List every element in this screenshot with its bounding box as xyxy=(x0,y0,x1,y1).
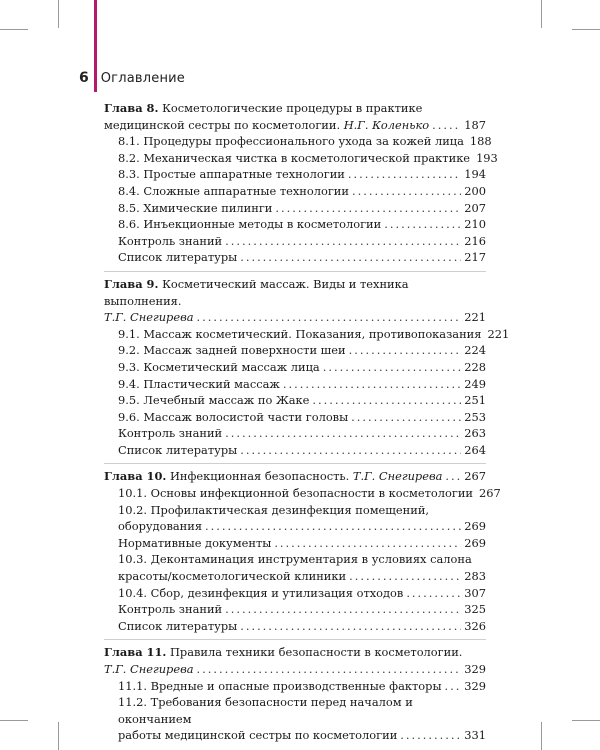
dot-leader xyxy=(349,568,461,585)
dot-leader xyxy=(349,342,462,359)
chapter-title-line: Инфекционная безопасность. xyxy=(169,469,350,484)
chapter-title xyxy=(104,100,486,117)
page-ref: 188 xyxy=(469,134,492,149)
toc-entry[interactable] xyxy=(104,392,486,409)
page-ref: 331 xyxy=(464,728,486,743)
page-ref: 194 xyxy=(464,167,486,182)
dot-leader xyxy=(240,618,461,635)
entry-text: 9.2. Массаж задней поверхности шеи xyxy=(118,343,346,358)
page-ref: 200 xyxy=(464,183,486,198)
page-ref: 269 xyxy=(464,519,486,534)
chapter-author: Т.Г. Снегирева xyxy=(104,310,194,325)
toc-entry[interactable] xyxy=(104,585,486,602)
crop-mark xyxy=(541,0,542,28)
chapter-title xyxy=(104,276,486,309)
toc-entry[interactable] xyxy=(104,183,486,200)
page-ref: 326 xyxy=(464,618,486,633)
entry-text: 9.4. Пластический массаж xyxy=(118,376,280,391)
page-ref: 228 xyxy=(464,359,486,374)
dot-leader xyxy=(274,535,461,552)
dot-leader xyxy=(225,601,461,618)
entry-text: 9.6. Массаж волосистой части головы xyxy=(118,409,349,424)
page-ref: 216 xyxy=(464,233,486,248)
toc-entry-line: 11.2. Требования безопасности перед началом и окончанием xyxy=(118,695,413,726)
toc-entry[interactable] xyxy=(104,425,486,442)
toc-entry[interactable] xyxy=(104,249,486,266)
toc-entry[interactable] xyxy=(104,409,486,426)
page-ref: 264 xyxy=(464,442,486,457)
entry-text: Нормативные документы xyxy=(118,535,272,550)
chapter-author: Т.Г. Снегирева xyxy=(104,662,194,676)
entry-text: 10.1. Основы инфекционной безопасности в косметологии xyxy=(118,486,474,501)
page-ref: 283 xyxy=(464,569,486,584)
toc-entry[interactable] xyxy=(104,568,486,585)
chapter-label: Глава 8. xyxy=(104,101,159,115)
toc-entry[interactable] xyxy=(104,326,510,343)
entry-text: работы медицинской сестры по косметологии xyxy=(118,728,398,743)
page-number: 6 xyxy=(79,70,89,86)
entry-text: Список литературы xyxy=(118,618,238,633)
table-of-contents xyxy=(104,100,510,744)
entry-text: 11.1. Вредные и опасные производственные факторы xyxy=(118,678,442,693)
toc-entry[interactable] xyxy=(104,518,486,535)
entry-text: красоты/косметологической клиники xyxy=(118,569,347,584)
dot-leader xyxy=(400,727,461,744)
entry-text: Список литературы xyxy=(118,442,238,457)
entry-text: Контроль знаний xyxy=(118,426,223,441)
dot-leader xyxy=(348,166,461,183)
entry-text: 9.5. Лечебный массаж по Жаке xyxy=(118,393,310,408)
page-ref: 221 xyxy=(487,326,510,341)
page-ref: 193 xyxy=(476,150,498,165)
entry-text: Контроль знаний xyxy=(118,233,223,248)
entry-text: Список литературы xyxy=(118,250,238,265)
entry-text: 10.4. Сбор, дезинфекция и утилизация отходов xyxy=(118,585,404,600)
chapter-title-row[interactable] xyxy=(104,117,486,134)
header-title: Оглавление xyxy=(100,71,186,86)
toc-entry[interactable] xyxy=(104,150,498,167)
toc-entry-line: 10.3. Деконтаминация инструментария в условиях салона xyxy=(118,552,472,567)
chapter-author: Т.Г. Снегирева xyxy=(352,469,443,484)
dot-leader xyxy=(352,183,461,200)
dot-leader xyxy=(406,585,461,602)
page-ref: 263 xyxy=(464,426,486,441)
entry-text: 8.3. Простые аппаратные технологии xyxy=(118,167,345,182)
dot-leader xyxy=(323,359,462,376)
entry-text: 8.2. Механическая чистка в косметологической практике xyxy=(118,150,471,165)
toc-entry-line: 10.2. Профилактическая дезинфекция помещений, xyxy=(118,502,430,517)
chapter-label: Глава 10. xyxy=(104,469,167,484)
dot-leader xyxy=(384,216,461,233)
chapter-title-row[interactable] xyxy=(104,661,486,678)
crop-mark xyxy=(572,29,600,30)
dot-leader xyxy=(225,233,461,250)
toc-entry[interactable] xyxy=(104,727,486,744)
crop-mark xyxy=(0,29,28,30)
entry-text: 8.1. Процедуры профессионального ухода за кожей лица xyxy=(118,134,464,149)
dot-leader xyxy=(312,392,461,409)
toc-entry[interactable] xyxy=(104,342,486,359)
chapter-author: Н.Г. Коленько xyxy=(343,117,430,132)
toc-entry[interactable] xyxy=(104,166,486,183)
dot-leader xyxy=(197,309,462,326)
entry-text: 8.5. Химические пилинги xyxy=(118,200,273,215)
page-ref: 224 xyxy=(464,343,486,358)
toc-entry[interactable] xyxy=(104,485,501,502)
page-ref: 210 xyxy=(464,217,486,232)
chapter-label: Глава 9. xyxy=(104,276,159,291)
chapter-title-line: Косметический массаж. Виды и техника выполнения. xyxy=(104,276,409,308)
toc-entry[interactable] xyxy=(104,442,486,459)
chapter-title-row[interactable] xyxy=(104,468,486,485)
chapter-9 xyxy=(104,271,510,459)
dot-leader xyxy=(240,249,461,266)
toc-entry[interactable] xyxy=(104,376,486,393)
chapter-8 xyxy=(104,100,498,266)
entry-text: Контроль знаний xyxy=(118,602,223,617)
toc-entry[interactable] xyxy=(104,233,486,250)
dot-leader xyxy=(445,468,461,485)
page-ref: 267 xyxy=(464,469,486,484)
page-ref: 329 xyxy=(464,678,486,693)
page-ref: 251 xyxy=(464,393,486,408)
chapter-title-line: Правила техники безопасности в косметологии. xyxy=(169,645,463,660)
chapter-title-line: медицинской сестры по косметологии. xyxy=(104,117,341,132)
dot-leader xyxy=(240,442,461,459)
entry-text: 8.6. Инъекционные методы в косметологии xyxy=(118,217,382,232)
dot-leader xyxy=(445,678,462,695)
chapter-label: Глава 11. xyxy=(104,645,167,660)
page-ref: 187 xyxy=(464,117,486,132)
entry-text: 8.4. Сложные аппаратные технологии xyxy=(118,183,349,198)
page-ref: 269 xyxy=(464,535,486,550)
chapter-11 xyxy=(104,639,486,744)
crop-mark xyxy=(58,0,59,28)
dot-leader xyxy=(432,117,461,134)
page-ref: 267 xyxy=(479,486,501,501)
dot-leader xyxy=(225,425,461,442)
crop-mark xyxy=(572,720,600,721)
toc-entry[interactable] xyxy=(104,601,486,618)
dot-leader xyxy=(197,661,462,678)
crop-mark xyxy=(0,720,28,721)
toc-entry[interactable] xyxy=(104,678,486,695)
dot-leader xyxy=(205,518,461,535)
toc-entry[interactable] xyxy=(104,133,492,150)
toc-entry[interactable] xyxy=(104,200,486,217)
page-ref: 217 xyxy=(464,250,486,265)
dot-leader xyxy=(351,409,461,426)
page-ref: 207 xyxy=(464,200,486,215)
page-ref: 325 xyxy=(464,602,486,617)
dot-leader xyxy=(283,376,461,393)
entry-text: 9.1. Массаж косметический. Показания, противопоказания xyxy=(118,326,482,341)
entry-text: оборудования xyxy=(118,519,203,534)
running-header xyxy=(79,70,185,86)
toc-entry[interactable] xyxy=(104,216,486,233)
page-ref: 249 xyxy=(464,376,486,391)
toc-entry[interactable] xyxy=(104,359,486,376)
crop-mark xyxy=(541,722,542,750)
chapter-title-row[interactable] xyxy=(104,309,486,326)
crop-mark xyxy=(58,722,59,750)
chapter-title xyxy=(104,644,486,661)
page-ref: 253 xyxy=(464,409,486,424)
entry-text: 9.3. Косметический массаж лица xyxy=(118,359,320,374)
toc-entry[interactable] xyxy=(104,535,486,552)
page-ref: 221 xyxy=(464,310,486,325)
page-ref: 307 xyxy=(464,585,486,600)
dot-leader xyxy=(275,200,461,217)
page-ref: 329 xyxy=(464,662,486,676)
chapter-title-line: Косметологические процедуры в практике xyxy=(162,101,423,115)
toc-entry[interactable] xyxy=(104,618,486,635)
chapter-10 xyxy=(104,463,501,634)
